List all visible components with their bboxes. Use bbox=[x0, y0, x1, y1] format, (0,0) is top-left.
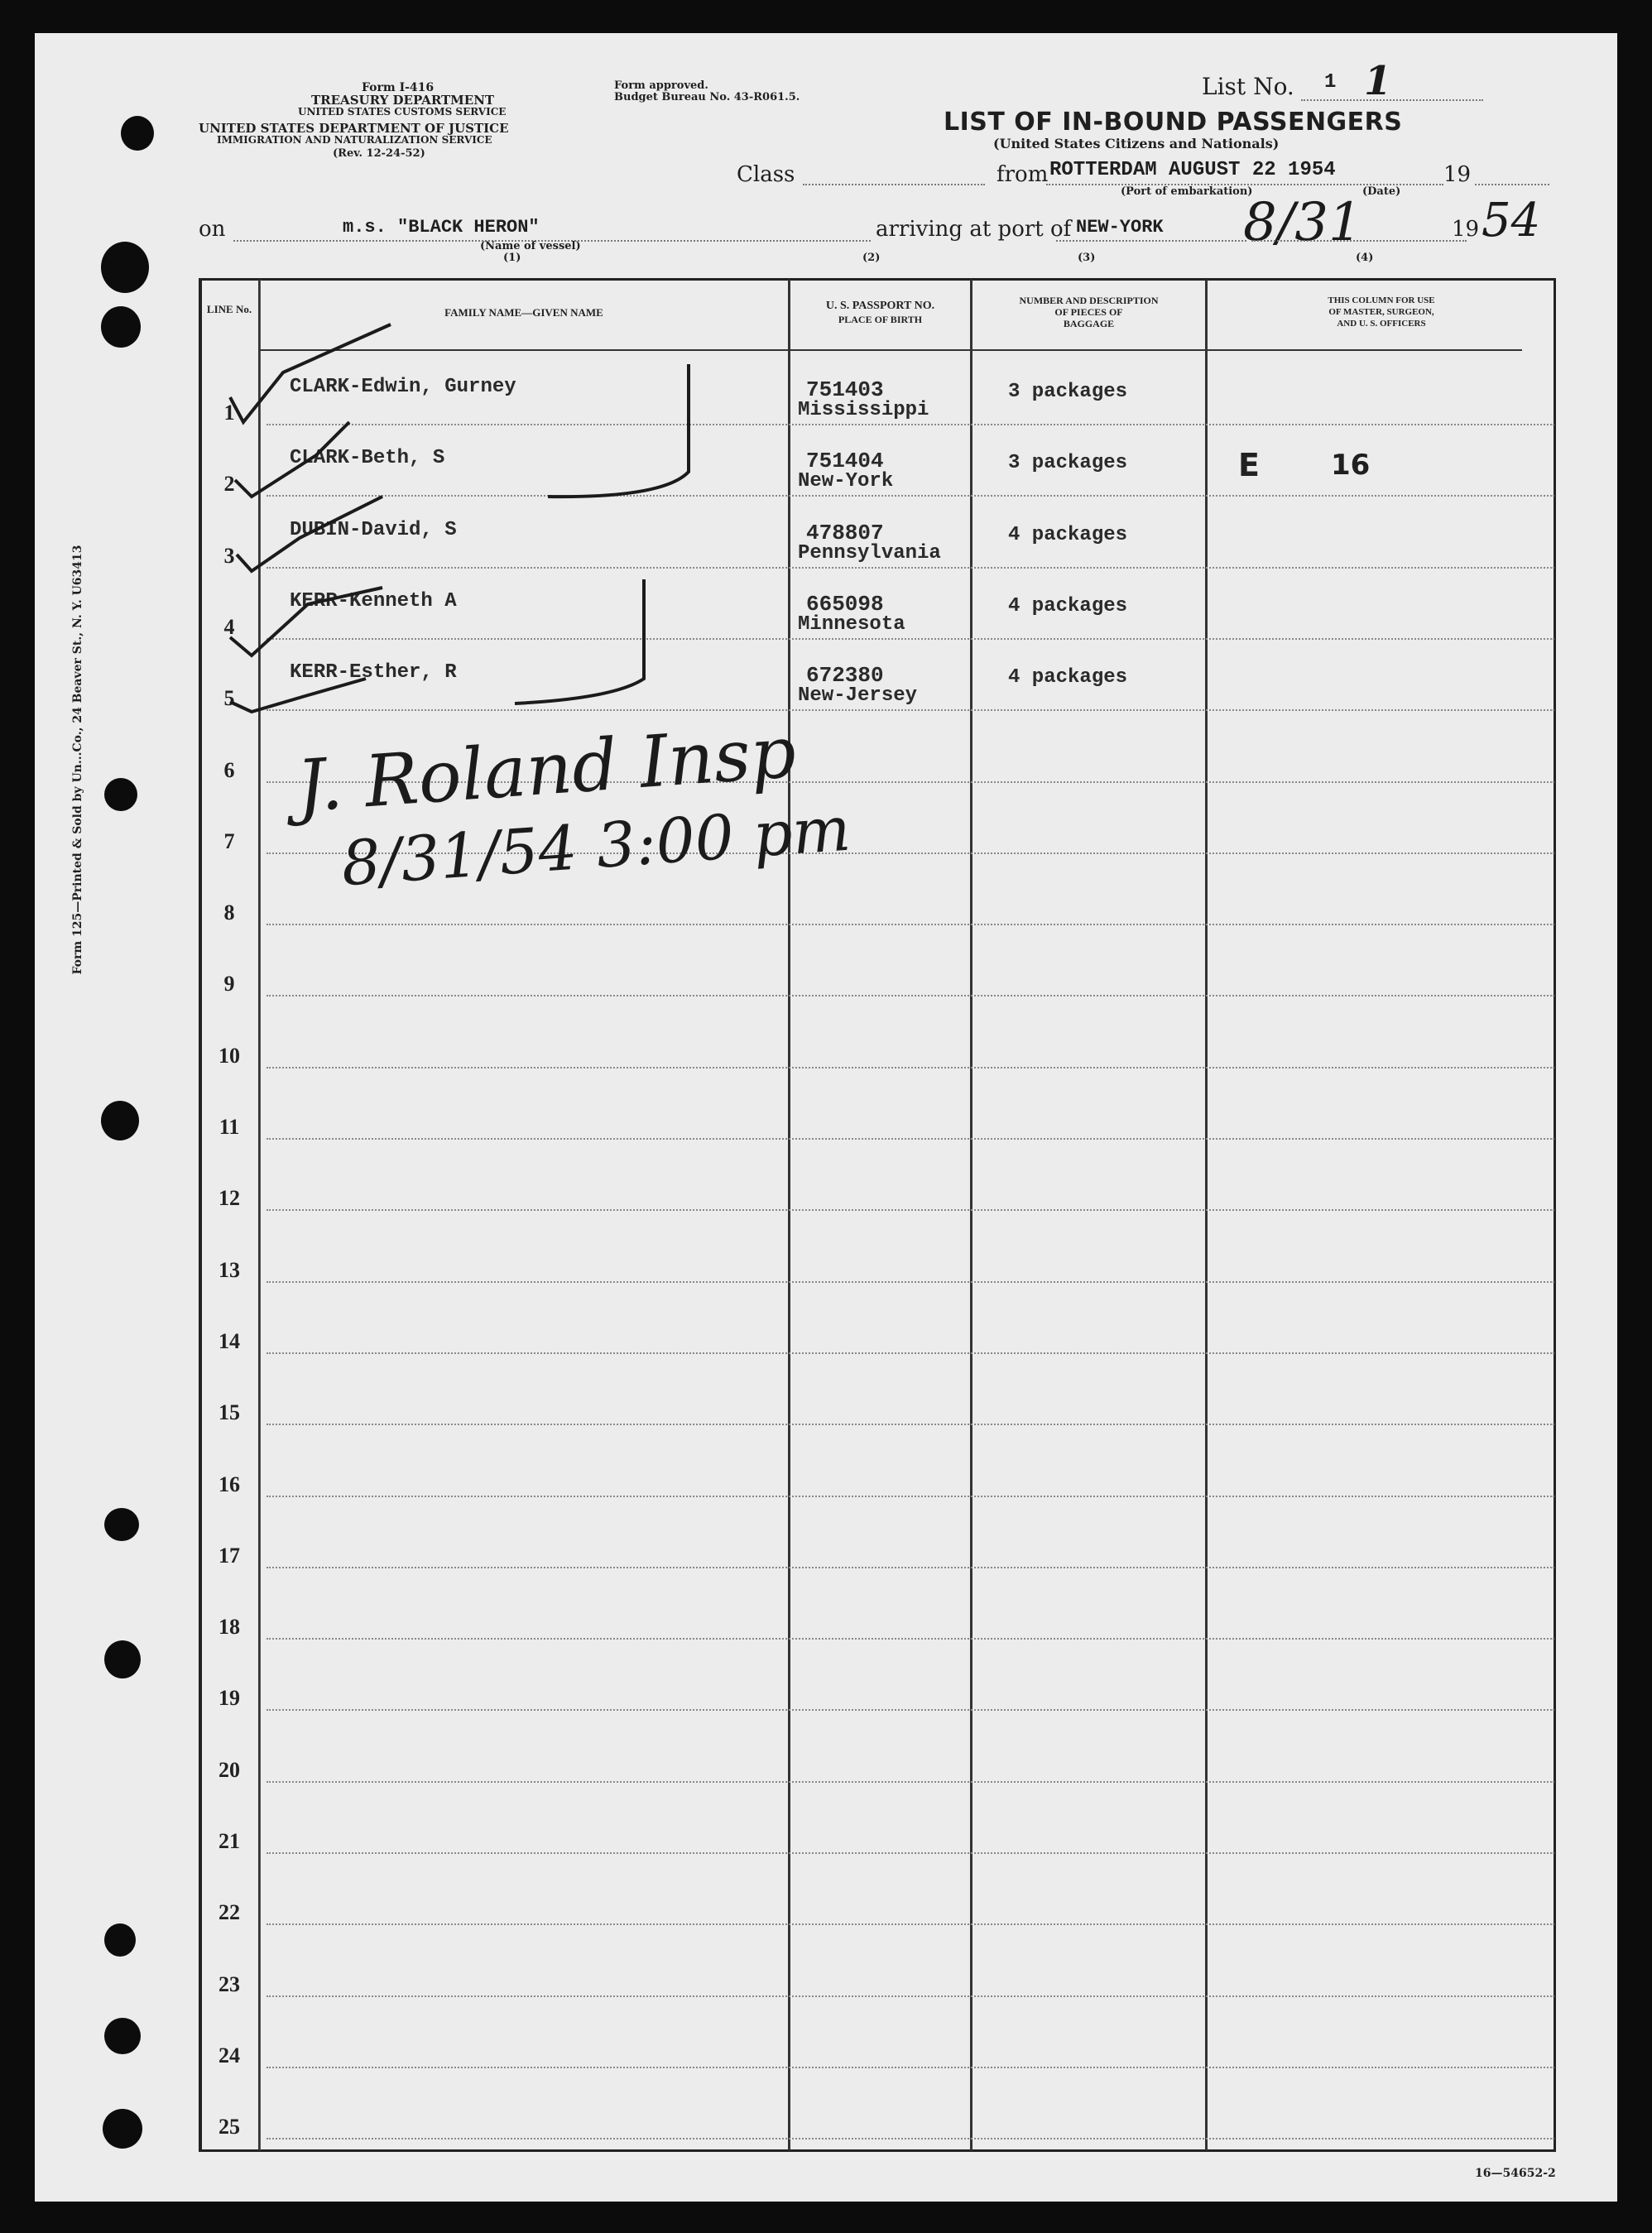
arrival-year-prefix: 19 bbox=[1452, 217, 1480, 242]
line-number: 6 bbox=[223, 757, 235, 782]
col-head-officers-3: AND U. S. OFFICERS bbox=[1337, 319, 1426, 329]
passenger-name: KERR-Esther, R bbox=[290, 661, 457, 684]
passport-number: 672380 bbox=[806, 663, 884, 689]
caption-4: (4) bbox=[1356, 252, 1374, 264]
line-number: 20 bbox=[219, 1757, 240, 1782]
col-head-officers-2: OF MASTER, SURGEON, bbox=[1328, 307, 1434, 317]
budget-bureau: Budget Bureau No. 43-R061.5. bbox=[614, 91, 800, 103]
line-number: 1 bbox=[223, 401, 235, 425]
arrival-date-handwritten: 8/31 bbox=[1243, 192, 1362, 253]
line-number: 14 bbox=[219, 1328, 240, 1353]
line-number: 16 bbox=[219, 1472, 240, 1496]
place-of-birth: New-York bbox=[798, 470, 894, 493]
line-number: 2 bbox=[223, 472, 235, 497]
caption-3: (3) bbox=[1078, 252, 1096, 264]
place-of-birth: Mississippi bbox=[798, 399, 929, 421]
baggage-description: 3 packages bbox=[1008, 381, 1128, 403]
check-mark-icon bbox=[235, 422, 349, 497]
col-head-passport-2: PLACE OF BIRTH bbox=[838, 314, 923, 325]
vessel-caption: (Name of vessel) bbox=[480, 240, 581, 252]
justice-label: UNITED STATES DEPARTMENT OF JUSTICE bbox=[199, 121, 509, 136]
line-number: 25 bbox=[219, 2115, 240, 2139]
port-embark-caption: (Port of embarkation) bbox=[1121, 185, 1253, 198]
check-mark-icon bbox=[237, 497, 382, 571]
on-label: on bbox=[199, 217, 226, 242]
line-number: 21 bbox=[219, 1829, 240, 1853]
col-head-passport-1: U. S. PASSPORT NO. bbox=[825, 300, 935, 312]
passenger-manifest-sheet bbox=[35, 33, 1617, 2202]
passenger-name: CLARK-Beth, S bbox=[290, 447, 445, 470]
line-number: 13 bbox=[219, 1257, 240, 1282]
line-number: 7 bbox=[223, 828, 235, 853]
revision-label: (Rev. 12-24-52) bbox=[333, 147, 425, 160]
line-number: 9 bbox=[223, 972, 235, 996]
baggage-description: 4 packages bbox=[1008, 666, 1128, 689]
inspection-datetime: 8/31/54 3:00 pm bbox=[339, 793, 853, 900]
form-subtitle: (United States Citizens and Nationals) bbox=[993, 136, 1280, 151]
class-label: Class bbox=[737, 162, 795, 187]
line-number: 8 bbox=[223, 900, 235, 925]
check-mark-icon bbox=[230, 324, 391, 422]
col-head-line-no-text: LINE No. bbox=[206, 303, 252, 315]
col-head-name-text: FAMILY NAME—GIVEN NAME bbox=[444, 306, 603, 319]
customs-label: UNITED STATES CUSTOMS SERVICE bbox=[298, 106, 507, 118]
passport-number: 665098 bbox=[806, 591, 884, 617]
line-number: 24 bbox=[219, 2043, 240, 2067]
form-title: LIST OF IN-BOUND PASSENGERS bbox=[944, 108, 1403, 137]
bracket-mark-icon bbox=[515, 579, 644, 704]
col-head-baggage-2: OF PIECES OF bbox=[1054, 306, 1123, 318]
passenger-name: KERR-Kenneth A bbox=[290, 589, 457, 612]
check-mark-icon bbox=[230, 679, 366, 712]
line-number: 17 bbox=[219, 1543, 240, 1568]
arriving-label: arriving at port of bbox=[876, 217, 1072, 242]
passport-number: 478807 bbox=[806, 520, 884, 545]
check-mark-icon bbox=[230, 588, 382, 655]
line-number: 22 bbox=[219, 1900, 240, 1925]
ins-label: IMMIGRATION AND NATURALIZATION SERVICE bbox=[217, 134, 492, 146]
footer-code: 16—54652-2 bbox=[1475, 2167, 1556, 2180]
place-of-birth: Minnesota bbox=[798, 612, 905, 636]
baggage-description: 4 packages bbox=[1008, 594, 1128, 617]
line-number: 18 bbox=[219, 1615, 240, 1640]
line-number: 4 bbox=[223, 614, 235, 639]
side-print: Form 125—Printed & Sold by Un...Co., 24 Beaver St., N. Y. U63413 bbox=[71, 545, 84, 975]
list-no-label: List No. bbox=[1202, 73, 1294, 100]
baggage-description: 4 packages bbox=[1008, 523, 1128, 546]
line-number: 10 bbox=[219, 1043, 240, 1068]
caption-2: (2) bbox=[862, 252, 881, 264]
officer-mark: E bbox=[1238, 447, 1260, 483]
line-number: 5 bbox=[223, 686, 235, 711]
baggage-description: 3 packages bbox=[1008, 452, 1128, 475]
place-of-birth: New-Jersey bbox=[798, 684, 918, 708]
arrival-year-handwritten: 54 bbox=[1482, 194, 1541, 247]
arrival-port-value: NEW-YORK bbox=[1076, 217, 1164, 238]
vessel-value: m.s. "BLACK HERON" bbox=[343, 217, 540, 238]
line-number: 23 bbox=[219, 1971, 240, 1996]
passenger-name: DUBIN-David, S bbox=[290, 518, 457, 541]
year-prefix: 19 bbox=[1443, 162, 1472, 187]
line-number: 11 bbox=[219, 1115, 240, 1139]
bracket-mark-icon bbox=[548, 364, 689, 497]
col-head-officers-1: THIS COLUMN FOR USE bbox=[1328, 295, 1435, 305]
col-head-baggage-1: NUMBER AND DESCRIPTION bbox=[1019, 295, 1159, 306]
date-caption: (Date) bbox=[1362, 185, 1401, 198]
form-approved: Form approved. bbox=[614, 79, 708, 92]
treasury-label: TREASURY DEPARTMENT bbox=[311, 93, 495, 108]
passport-number: 751404 bbox=[806, 449, 884, 474]
line-number: 15 bbox=[219, 1400, 240, 1425]
line-number: 19 bbox=[219, 1686, 240, 1711]
form-id: Form I-416 bbox=[362, 81, 435, 94]
officer-note: 16 bbox=[1331, 449, 1371, 483]
list-no-handwritten: 1 bbox=[1364, 58, 1392, 104]
place-of-birth: Pennsylvania bbox=[798, 541, 941, 564]
line-number: 3 bbox=[223, 543, 235, 568]
pen-marks bbox=[35, 33, 1617, 2202]
embark-value: ROTTERDAM AUGUST 22 1954 bbox=[1049, 159, 1336, 181]
caption-1: (1) bbox=[503, 252, 521, 264]
from-label: from bbox=[996, 162, 1049, 187]
passenger-name: CLARK-Edwin, Gurney bbox=[290, 376, 516, 398]
passport-number: 751403 bbox=[806, 377, 884, 402]
inspector-signature: J. Roland Insp bbox=[294, 711, 799, 828]
line-number: 12 bbox=[219, 1186, 240, 1211]
list-no-value: 1 bbox=[1324, 71, 1337, 94]
col-head-baggage-3: BAGGAGE bbox=[1063, 318, 1115, 329]
